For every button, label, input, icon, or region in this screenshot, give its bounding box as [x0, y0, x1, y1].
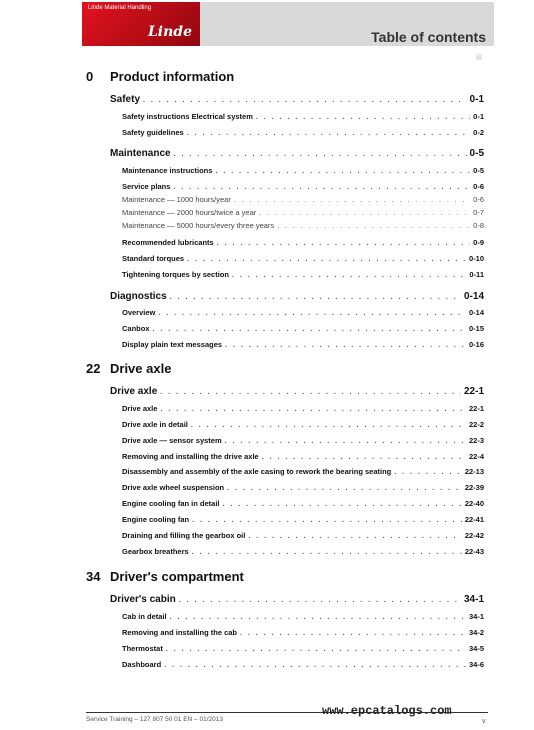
toc-entry[interactable]: [122, 483, 484, 492]
entry-label: Drive axle: [110, 386, 158, 397]
toc-entry[interactable]: [122, 254, 484, 263]
toc-entry[interactable]: [110, 594, 484, 605]
entry-label: Engine cooling fan in detail: [122, 499, 220, 508]
entry-label: Disassembly and assembly of the axle casing to rework the bearing seating: [122, 467, 392, 476]
entry-label: Maintenance instructions: [122, 166, 213, 175]
entry-page: 0-11: [469, 270, 484, 279]
chapter-title: Drive axle: [110, 361, 172, 376]
toc-entry[interactable]: [122, 420, 484, 429]
entry-page: 0-9: [473, 238, 484, 247]
toc-entry[interactable]: [122, 208, 484, 217]
toc-entry[interactable]: [122, 452, 484, 461]
entry-label: Recommended lubricants: [122, 238, 214, 247]
chapter-title: Product information: [110, 69, 235, 84]
entry-page: 22-4: [468, 452, 484, 461]
entry-page: 34-5: [468, 644, 484, 653]
entry-page: 0-8: [473, 221, 484, 230]
entry-page: 0-7: [473, 208, 484, 217]
entry-label: Service plans: [122, 182, 171, 191]
entry-page: 22-40: [464, 499, 484, 508]
brand-banner: [82, 2, 200, 46]
entry-label: Drive axle: [122, 404, 158, 413]
entry-page: 22-42: [464, 531, 484, 540]
company-name: Linde Material Handling: [88, 5, 152, 11]
entry-page: 34-2: [468, 628, 484, 637]
toc-entry[interactable]: [122, 340, 484, 349]
entry-label: Safety instructions Electrical system: [122, 112, 253, 121]
entry-page: 0-5: [469, 148, 484, 159]
entry-page: 0-5: [473, 166, 484, 175]
toc-entry[interactable]: [122, 628, 484, 637]
entry-page: 0-10: [468, 254, 484, 263]
entry-page: 34-1: [463, 594, 484, 605]
linde-logo: Linde: [147, 24, 192, 40]
toc-entry[interactable]: [122, 644, 484, 653]
entry-page: 0-1: [473, 112, 484, 121]
entry-label: Tightening torques by section: [122, 270, 229, 279]
entry-label: Removing and installing the drive axle: [122, 452, 259, 461]
page-number: v: [482, 718, 486, 725]
chapter-number: 34: [86, 569, 101, 584]
footer-reference: Service Training – 127 807 50 01 EN – 01/2013: [86, 716, 223, 723]
entry-page: 22-1: [463, 386, 484, 397]
entry-label: Driver's cabin: [110, 594, 176, 605]
entry-page: 22-13: [464, 467, 484, 476]
toc-entry[interactable]: [122, 238, 484, 247]
chapter-heading: [86, 69, 234, 84]
toc-entry[interactable]: [122, 531, 484, 540]
entry-label: Diagnostics: [110, 291, 167, 302]
entry-page: 34-1: [468, 612, 484, 621]
entry-label: Draining and filling the gearbox oil: [122, 531, 246, 540]
entry-label: Drive axle wheel suspension: [122, 483, 225, 492]
entry-label: Canbox: [122, 324, 150, 333]
entry-label: Engine cooling fan: [122, 515, 190, 524]
toc-entry[interactable]: [122, 308, 484, 317]
toc-entry[interactable]: [122, 404, 484, 413]
toc-entry[interactable]: [122, 166, 484, 175]
title-banner: [200, 2, 494, 46]
entry-page: 22-2: [468, 420, 484, 429]
toc-entry[interactable]: [122, 182, 484, 191]
entry-page: 0-14: [463, 291, 484, 302]
entry-page: 22-41: [464, 515, 484, 524]
toc-entry[interactable]: [110, 291, 484, 302]
entry-label: Drive axle — sensor system: [122, 436, 222, 445]
toc-entry[interactable]: [122, 612, 484, 621]
entry-page: 22-43: [464, 547, 484, 556]
entry-label: Cab in detail: [122, 612, 167, 621]
toc-entry[interactable]: [110, 148, 484, 159]
entry-label: Maintenance — 1000 hours/year: [122, 195, 231, 204]
toc-entry[interactable]: [122, 221, 484, 230]
toc-entry[interactable]: [122, 499, 484, 508]
entry-page: 0-1: [469, 94, 484, 105]
toc-entry[interactable]: [110, 94, 484, 105]
toc-entry[interactable]: [122, 324, 484, 333]
entry-page: 0-6: [473, 182, 484, 191]
toc-entry[interactable]: [122, 112, 484, 121]
entry-label: Dashboard: [122, 660, 162, 669]
toc-entry[interactable]: [110, 386, 484, 397]
entry-page: 22-39: [464, 483, 484, 492]
entry-label: Gearbox breathers: [122, 547, 189, 556]
entry-label: Display plain text messages: [122, 340, 223, 349]
entry-label: Overview: [122, 308, 156, 317]
entry-page: 0-2: [473, 128, 484, 137]
entry-label: Maintenance — 2000 hours/twice a year: [122, 208, 257, 217]
page-header: [0, 0, 534, 45]
entry-label: Maintenance — 5000 hours/every three years: [122, 221, 275, 230]
entry-page: 34-6: [468, 660, 484, 669]
chapter-number: 22: [86, 361, 101, 376]
corner-mark: iii: [476, 52, 482, 62]
entry-page: 22-1: [468, 404, 484, 413]
watermark-url: www.epcatalogs.com: [322, 704, 452, 718]
entry-page: 0-14: [468, 308, 484, 317]
toc-entry[interactable]: [122, 270, 484, 279]
toc-entry[interactable]: [122, 547, 484, 556]
entry-label: Removing and installing the cab: [122, 628, 238, 637]
toc-entry[interactable]: [122, 436, 484, 445]
entry-page: 0-6: [473, 195, 484, 204]
chapter-number: 0: [86, 69, 94, 84]
entry-label: Safety: [110, 94, 141, 105]
toc-entry[interactable]: [122, 128, 484, 137]
toc-entry[interactable]: [122, 660, 484, 669]
chapter-heading: [86, 361, 171, 376]
chapter-heading: [86, 569, 244, 584]
entry-label: Standard torques: [122, 254, 185, 263]
toc-entry[interactable]: [122, 515, 484, 524]
entry-label: Drive axle in detail: [122, 420, 188, 429]
entry-page: 22-3: [468, 436, 484, 445]
entry-label: Safety guidelines: [122, 128, 184, 137]
entry-page: 0-16: [468, 340, 484, 349]
entry-label: Maintenance: [110, 148, 171, 159]
entry-page: 0-15: [468, 324, 484, 333]
toc-entry[interactable]: [122, 467, 484, 476]
toc-entry[interactable]: [122, 195, 484, 204]
entry-label: Thermostat: [122, 644, 163, 653]
page-title: Table of contents: [371, 29, 486, 45]
chapter-title: Driver's compartment: [110, 569, 244, 584]
